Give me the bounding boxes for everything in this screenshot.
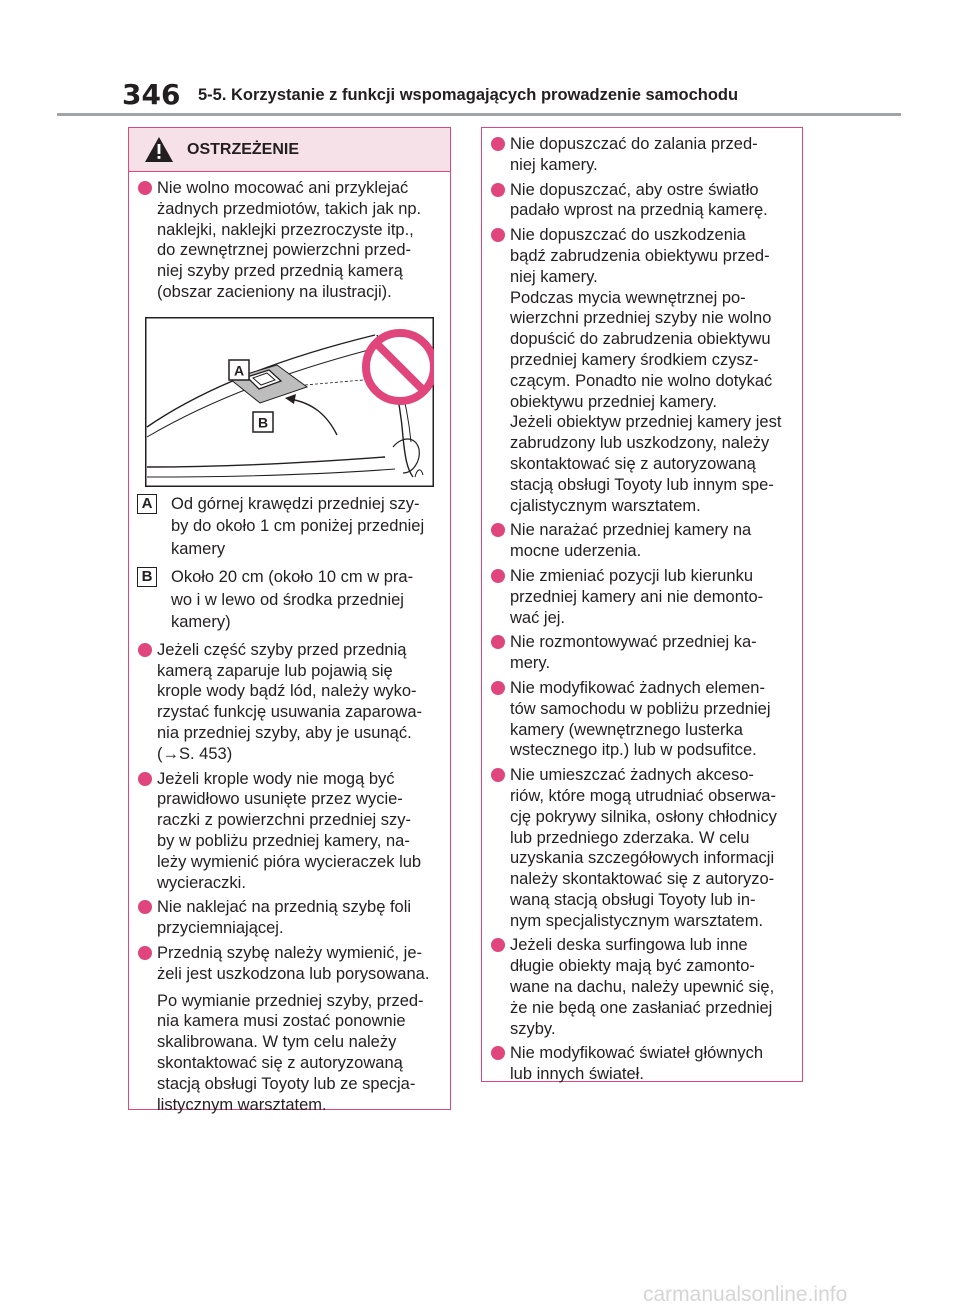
bullet-icon	[491, 569, 505, 583]
header-rule	[57, 113, 901, 116]
list-item-text: Nie narażać przedniej kamery na mocne uderzenia.	[510, 521, 752, 561]
list-item	[482, 225, 802, 287]
list-item	[482, 134, 802, 176]
callout-a	[129, 493, 450, 561]
watermark: carmanualsonline.info	[643, 1283, 848, 1306]
list-item	[482, 765, 802, 931]
list-item-text: Nie umieszczać żadnych akceso- riów, które mogą utrudniać obserwa- cję pokrywy silnika, osłony chłodnicy lub przedniego zderzaka. W celu uzyskania szczegółowych informacji należy skontaktować się z autoryzo- waną stacją obsługi Toyoty lub in- nym specjalistycznym warsztatem.	[510, 766, 777, 930]
section-title: 5-5. Korzystanie z funkcji wspomagających prowadzenie samochodu	[198, 86, 739, 104]
bullet-icon	[491, 635, 505, 649]
list-item-text: Jeżeli część szyby przed przednią kamerą zaparuje lub pojawią się krople wody bądź lód, należy wyko- rzystać funkcję usuwania zaparowa- nia przedniej szyby, aby je usunąć. (→S. 453)	[157, 640, 423, 763]
list-item-text: Jeżeli krople wody nie mogą być prawidłowo usunięte przez wycie- raczki z powierzchni przedniej szy- by w pobliżu przedniej kamery, na- leży wymienić pióra wycieraczek lub wycieraczki.	[157, 769, 422, 892]
list-item	[482, 935, 802, 1039]
bullet-icon	[491, 938, 505, 952]
bullet-icon	[138, 900, 152, 914]
list-item	[129, 178, 450, 303]
bullet-icon	[491, 681, 505, 695]
list-item-text: Nie naklejać na przednią szybę foli przyciemniającej.	[157, 898, 412, 938]
list-item-text: Nie dopuszczać do uszkodzenia bądź zabrudzenia obiektywu przed- niej kamery.	[510, 226, 770, 286]
list-item-text: Nie modyfikować świateł głównych lub innych świateł.	[510, 1044, 764, 1084]
bullet-icon	[491, 523, 505, 537]
warning-box-left	[128, 127, 451, 1114]
list-item-text: Jeżeli deska surfingowa lub inne długie obiekty mają być zamonto- wane na dachu, należy upewnić się, że nie będą one zasłaniać przedniej szyby.	[510, 936, 775, 1038]
windshield-drawing	[145, 317, 434, 487]
page-number: 346	[122, 78, 181, 111]
prohibition-icon	[366, 333, 434, 401]
warning-list-right	[482, 134, 802, 1089]
list-item-text: Nie zmieniać pozycji lub kierunku przedniej kamery ani nie demonto- wać jej.	[510, 566, 764, 627]
bullet-icon	[491, 137, 505, 151]
list-item-subtext: Jeżeli obiektyw przedniej kamery jest zabrudzony lub uszkodzony, należy skontaktować się z autoryzowaną stacją obsługi Toyoty lub innym spe- cjalistycznym warsztatem.	[510, 413, 782, 515]
bullet-icon	[138, 772, 152, 786]
callout-a-text: Od górnej krawędzi przedniej szy- by do około 1 cm poniżej przedniej kamery	[171, 494, 425, 558]
warning-list-left	[129, 178, 450, 1119]
list-item-subtext: Podczas mycia wewnętrznej po- wierzchni przedniej szyby nie wolno dopuścić do zabrudzenia obiektywu przedniej kamery środkiem czysz- czącym. Ponadto nie wolno dotykać obiektywu przedniej kamery.	[510, 288, 773, 411]
bullet-icon	[491, 1046, 505, 1060]
windshield-camera-illustration	[145, 317, 434, 487]
list-item	[482, 1043, 802, 1085]
list-item	[482, 678, 802, 761]
list-item	[482, 566, 802, 628]
list-item-text: Nie wolno mocować ani przyklejać żadnych przedmiotów, takich jak np. naklejki, naklejki przezroczyste itp., do zewnętrznej powierzchni przed- niej szyby przed przednią kamerą (obszar zacieniony na ilustracji).	[157, 179, 422, 301]
bullet-icon	[491, 768, 505, 782]
bullet-icon	[491, 228, 505, 242]
bullet-icon	[491, 183, 505, 197]
warning-title: OSTRZEŻENIE	[187, 141, 300, 158]
bullet-icon	[138, 181, 152, 195]
warning-triangle-icon	[144, 136, 174, 163]
page-header	[0, 0, 960, 120]
list-item	[129, 640, 450, 765]
callout-letter-a: A	[137, 494, 157, 514]
figure-label-a: A	[233, 362, 245, 379]
list-item	[482, 520, 802, 562]
list-item-text: Nie dopuszczać do zalania przed- niej kamery.	[510, 135, 758, 174]
list-item	[129, 897, 450, 939]
list-item	[129, 943, 450, 985]
callout-b-text: Około 20 cm (około 10 cm w pra- wo i w lewo od środka przedniej kamery)	[171, 568, 414, 632]
figure-label-b: B	[257, 414, 269, 431]
bullet-icon	[138, 946, 152, 960]
warning-box-right	[481, 127, 803, 1082]
callout-letter-b: B	[137, 567, 157, 587]
list-item-text: Nie modyfikować żadnych elemen- tów samochodu w pobliżu przedniej kamery (wewnętrznego lusterka wstecznego itp.) lub w podsufitce.	[510, 678, 771, 760]
list-item-text: Nie dopuszczać, aby ostre światło padało wprost na przednią kamerę.	[510, 180, 768, 220]
list-item	[482, 180, 802, 222]
list-item	[129, 769, 450, 894]
list-item-subtext: Po wymianie przedniej szyby, przed- nia kamera musi zostać ponownie skalibrowana. W tym celu należy skontaktować się z autoryzowaną stacją obsługi Toyoty lub ze specja- listycznym warsztatem.	[157, 991, 424, 1114]
bullet-icon	[138, 643, 152, 657]
callout-b	[129, 566, 450, 634]
list-item-text: Przednią szybę należy wymienić, je- żeli jest uszkodzona lub porysowana.	[157, 943, 430, 983]
list-item	[482, 632, 802, 674]
list-item-text: Nie rozmontowywać przedniej ka- mery.	[510, 633, 757, 673]
warning-header	[129, 128, 450, 172]
